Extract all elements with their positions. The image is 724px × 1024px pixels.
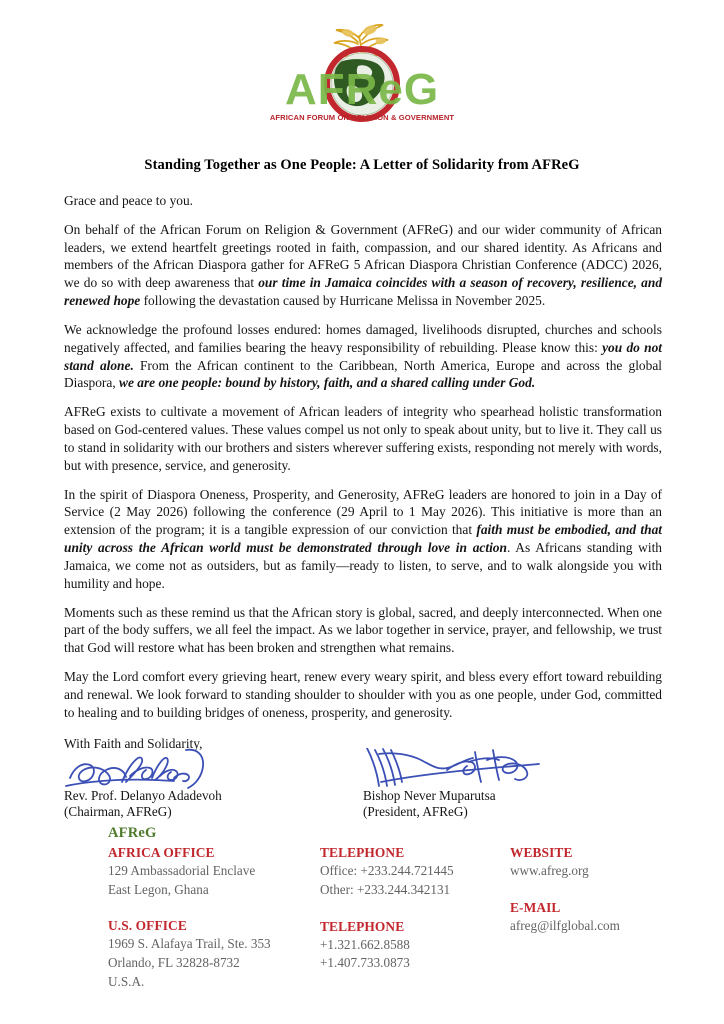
text-run-2: our time in Jamaica coincides with a season of recovery, resilience, and renewed hope	[64, 275, 663, 309]
footer-column-web-email	[510, 824, 700, 992]
afreg-logo-block	[0, 0, 724, 147]
text-run-2: faith must be embodied, and that unity across the African world must be demonstrated through love in action	[64, 522, 662, 556]
footer-telephone-africa-line-2[interactable]: Other: +233.244.342131	[320, 881, 451, 897]
afreg-logo-icon	[262, 22, 462, 142]
signatory-block-president	[363, 752, 662, 822]
text-run-1: May the Lord comfort every grieving heart, renew every weary spirit, and bless every effort toward rebuilding and renewal. We look forward to standing shoulder to shoulder with you as one people, under God, committed to healing and to building bridges of oneness, prosperity, and generosity.	[64, 669, 662, 720]
text-run-3: From the African continent to the Caribbean, North America, Europe and across the global Diaspora,	[64, 357, 662, 391]
signature-area	[64, 736, 662, 822]
footer-telephone-us-line-2[interactable]: +1.407.733.0873	[320, 955, 410, 971]
signature-row	[64, 752, 662, 822]
signature-image-president	[363, 748, 662, 788]
footer-telephone-us-heading: TELEPHONE	[320, 918, 405, 934]
afreg-logo	[262, 22, 462, 142]
footer-us-office-line-3: U.S.A.	[108, 973, 145, 989]
footer-us-office-line-2: Orlando, FL 32828-8732	[108, 955, 240, 971]
footer-website-url[interactable]: www.afreg.org	[510, 863, 589, 879]
footer-africa-office-line-1: 129 Ambassadorial Enclave	[108, 862, 256, 878]
footer-brand: AFReG	[108, 825, 157, 841]
letter-closing: With Faith and Solidarity,	[64, 735, 203, 751]
signatory-role-president: (President, AFReG)	[363, 804, 468, 820]
footer-telephone-africa-heading: TELEPHONE	[320, 845, 405, 860]
footer-africa-office-heading: AFRICA OFFICE	[108, 844, 215, 860]
text-run-4: we are one people: bound by history, faith, and a shared calling under God.	[119, 375, 536, 391]
footer-column-offices	[108, 824, 320, 992]
afreg-logo-tagline: AFRICAN FORUM ON RELIGION & GOVERNMENT	[269, 113, 455, 122]
letter-paragraph-2	[64, 321, 662, 392]
signatory-name-chairman: Rev. Prof. Delanyo Adadevoh	[64, 787, 222, 803]
page-title: Standing Together as One People: A Letter of Solidarity from AFReG	[144, 157, 580, 173]
footer-column-telephone	[320, 824, 510, 992]
letter-paragraph-3	[64, 403, 662, 474]
letter-paragraph-4	[64, 486, 662, 593]
footer-website-heading: WEBSITE	[510, 845, 573, 860]
signatory-block-chairman	[64, 752, 363, 822]
text-run-1: We acknowledge the profound losses endured: homes damaged, livelihoods disrupted, churches and schools negatively affected, and families bearing the heavy responsibility of rebuilding. Please know this:	[64, 321, 662, 355]
letter-paragraph-1	[64, 221, 662, 310]
footer-email-heading: E-MAIL	[510, 899, 561, 915]
footer-contact-block	[0, 824, 724, 992]
text-run-1: On behalf of the African Forum on Religion & Government (AFReG) and our wider community of African leaders, we extend heartfelt greetings rooted in faith, compassion, and our shared identity. As Africans and members of the African Diaspora gather for AFReG 5 African Diaspora Christian Conference (ADCC) 2026, we do so with deep awareness that	[64, 221, 662, 291]
footer-africa-office-line-2: East Legon, Ghana	[108, 881, 209, 897]
footer-us-office-heading: U.S. OFFICE	[108, 918, 187, 934]
footer-email-address[interactable]: afreg@ilfglobal.com	[510, 917, 620, 933]
footer-us-office-line-1: 1969 S. Alafaya Trail, Ste. 353	[108, 936, 271, 952]
signatory-name-president: Bishop Never Muparutsa	[363, 787, 496, 803]
footer-telephone-us-line-1[interactable]: +1.321.662.8588	[320, 936, 410, 952]
svg-text:AFReG: AFReG	[284, 65, 440, 114]
text-run-1: In the spirit of Diaspora Oneness, Prosperity, and Generosity, AFReG leaders are honored to join in a Day of Service (2 May 2026) following the conference (29 April to 1 May 2026). This initiative is more than an extension of the program; it is a tangible expression of our conviction that	[64, 486, 662, 538]
text-run-3: following the devastation caused by Hurricane Melissa in November 2025.	[140, 293, 546, 309]
text-run-1: AFReG exists to cultivate a movement of African leaders of integrity who spearhead holistic transformation based on God-centered values. These values compel us not only to speak about unity, but to live it. They call us to stand in solidarity with our brothers and sisters wherever suffering exists, responding not merely with words, but with presence, service, and generosity.	[64, 404, 662, 473]
signature-image-chairman	[64, 748, 363, 788]
letter-greeting: Grace and peace to you.	[64, 193, 194, 208]
text-run-1: Moments such as these remind us that the African story is global, sacred, and deeply interconnected. When one part of the body suffers, we all feel the impact. As we labor together in service, prayer, and fellowship, we trust that God will restore what has been broken and strengthen what remains.	[64, 604, 662, 656]
text-run-3: . As Africans standing with Jamaica, we come not as outsiders, but as family—ready to listen, to serve, and to walk alongside you with humility and hope.	[64, 540, 662, 591]
letter-paragraph-5	[64, 604, 662, 657]
letter-paragraph-6	[64, 668, 662, 721]
footer-telephone-africa-line-1[interactable]: Office: +233.244.721445	[320, 863, 454, 879]
letter-body	[64, 192, 662, 722]
signatory-role-chairman: (Chairman, AFReG)	[64, 804, 172, 820]
text-run-2: you do not stand alone.	[64, 339, 662, 373]
